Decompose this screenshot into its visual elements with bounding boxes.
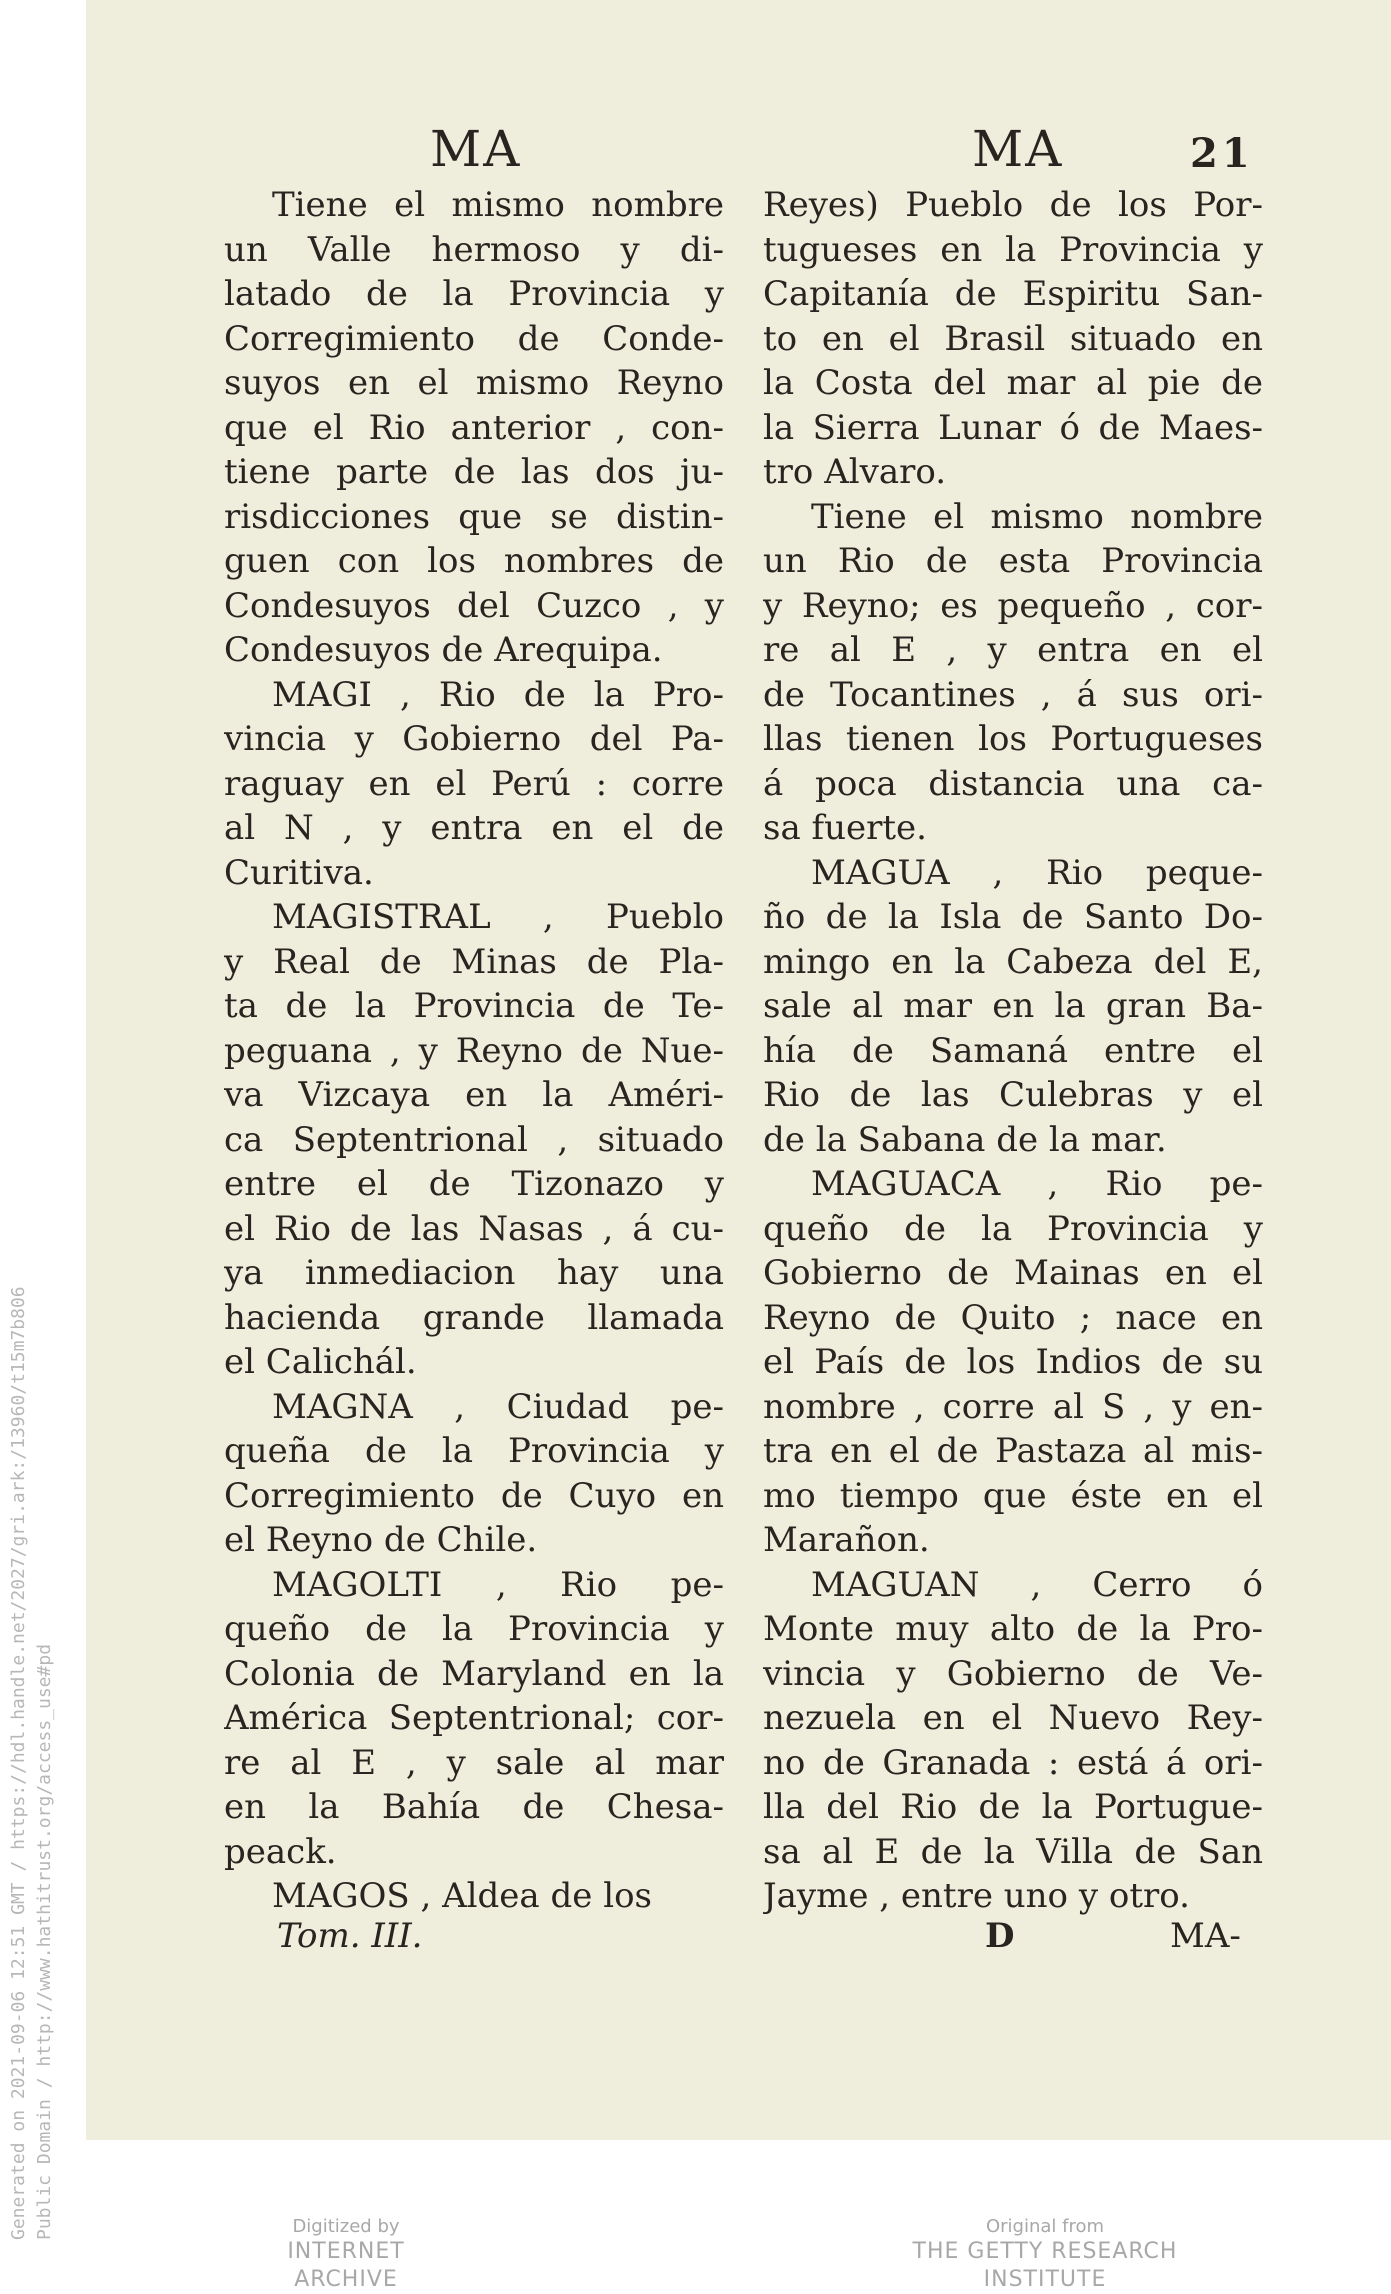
text-line: entre el de Tizonazo y bbox=[224, 1164, 724, 1204]
signature-mark: D bbox=[985, 1916, 1015, 1956]
text-line: re al E , y sale al mar bbox=[224, 1742, 724, 1783]
text-line: Reyno de Quito ; nace en bbox=[763, 1297, 1263, 1338]
text-line: Colonia de Maryland en la bbox=[224, 1653, 724, 1694]
text-line: llas tienen los Portugueses bbox=[763, 719, 1263, 759]
text-line: MAGISTRAL , Pueblo bbox=[272, 897, 724, 937]
text-line: sale al mar en la gran Ba- bbox=[763, 986, 1263, 1026]
text-line: lla del Rio de la Portugue- bbox=[763, 1787, 1263, 1827]
text-line: la Costa del mar al pie de bbox=[763, 363, 1263, 403]
text-line: raguay en el Perú : corre bbox=[224, 763, 724, 804]
text-line: Tiene el mismo nombre bbox=[811, 496, 1263, 537]
text-line: MAGUA , Rio peque- bbox=[811, 852, 1263, 893]
catchword: MA- bbox=[1170, 1916, 1241, 1956]
volume-mark: Tom. III. bbox=[277, 1916, 423, 1956]
left-text-column bbox=[224, 183, 724, 1919]
text-line: sa al E de la Villa de San bbox=[763, 1831, 1263, 1872]
text-line: Gobierno de Mainas en el bbox=[763, 1253, 1263, 1293]
text-line: Corregimiento de Cuyo en bbox=[224, 1475, 724, 1516]
text-line: Corregimiento de Conde- bbox=[224, 318, 724, 359]
text-line: hía de Samaná entre el bbox=[763, 1030, 1263, 1071]
text-line: en la Bahía de Chesa- bbox=[224, 1787, 724, 1827]
text-line: no de Granada : está á ori- bbox=[763, 1742, 1263, 1783]
text-line: Monte muy alto de la Pro- bbox=[763, 1609, 1263, 1649]
text-line: peguana , y Reyno de Nue- bbox=[224, 1030, 724, 1071]
text-line: ya inmediacion hay una bbox=[224, 1253, 724, 1293]
text-line: MAGNA , Ciudad pe- bbox=[272, 1386, 724, 1427]
text-line: Rio de las Culebras y el bbox=[763, 1075, 1263, 1115]
text-line: de Tocantines , á sus ori- bbox=[763, 674, 1263, 715]
text-line: el Reyno de Chile. bbox=[224, 1520, 538, 1560]
original-from bbox=[855, 2216, 1235, 2294]
text-line: Reyes) Pueblo de los Por- bbox=[763, 185, 1263, 225]
text-line: va Vizcaya en la Améri- bbox=[224, 1075, 724, 1115]
text-line: queño de la Provincia y bbox=[763, 1208, 1263, 1249]
text-line: y Real de Minas de Pla- bbox=[224, 941, 724, 982]
text-line: guen con los nombres de bbox=[224, 541, 724, 581]
text-line: de la Sabana de la mar. bbox=[763, 1119, 1167, 1160]
right-text-column bbox=[763, 183, 1263, 1919]
text-line: MAGI , Rio de la Pro- bbox=[272, 674, 724, 715]
original-name: THE GETTY RESEARCH INSTITUTE bbox=[912, 2239, 1178, 2292]
text-line: MAGUACA , Rio pe- bbox=[811, 1164, 1263, 1204]
text-line: queño de la Provincia y bbox=[224, 1609, 724, 1649]
rights-note: Public Domain / http://www.hathitrust.org/access_use#pd bbox=[34, 1643, 55, 2240]
text-line: MAGUAN , Cerro ó bbox=[811, 1564, 1263, 1605]
original-label: Original from bbox=[985, 2216, 1105, 2237]
text-line: la Sierra Lunar ó de Maes- bbox=[763, 407, 1263, 448]
text-line: Tiene el mismo nombre bbox=[272, 185, 724, 225]
text-line: MAGOS , Aldea de los bbox=[272, 1876, 652, 1916]
generated-note: Generated on 2021-09-06 12:51 GMT / https://hdl.handle.net/2027/gri.ark:/13960/t15m7b806 bbox=[8, 1286, 29, 2240]
text-line: nezuela en el Nuevo Rey- bbox=[763, 1698, 1263, 1738]
text-line: vincia y Gobierno de Ve- bbox=[763, 1653, 1263, 1694]
text-line: tugueses en la Provincia y bbox=[763, 229, 1263, 270]
text-line: y Reyno; es pequeño , cor- bbox=[763, 585, 1263, 626]
text-line: to en el Brasil situado en bbox=[763, 318, 1263, 359]
running-head-right: MA bbox=[972, 120, 1064, 178]
text-line: nombre , corre al S , y en- bbox=[763, 1386, 1263, 1427]
digitized-by bbox=[236, 2216, 456, 2294]
digitized-name: INTERNET ARCHIVE bbox=[287, 2239, 405, 2292]
text-line: Condesuyos de Arequipa. bbox=[224, 630, 663, 670]
text-line: tiene parte de las dos ju- bbox=[224, 452, 724, 492]
text-line: suyos en el mismo Reyno bbox=[224, 363, 724, 403]
text-line: Curitiva. bbox=[224, 852, 374, 893]
text-line: Capitanía de Espiritu San- bbox=[763, 274, 1263, 314]
digitized-label: Digitized by bbox=[292, 2216, 400, 2237]
text-line: Condesuyos del Cuzco , y bbox=[224, 585, 724, 626]
text-line: risdicciones que se distin- bbox=[224, 496, 724, 537]
text-line: el Rio de las Nasas , á cu- bbox=[224, 1208, 724, 1249]
text-line: ño de la Isla de Santo Do- bbox=[763, 897, 1263, 937]
text-line: á poca distancia una ca- bbox=[763, 763, 1263, 804]
text-line: vincia y Gobierno del Pa- bbox=[224, 719, 724, 759]
text-line: MAGOLTI , Rio pe- bbox=[272, 1564, 724, 1605]
text-line: ca Septentrional , situado bbox=[224, 1119, 724, 1160]
text-line: Jayme , entre uno y otro. bbox=[763, 1876, 1190, 1916]
running-head-left: MA bbox=[430, 120, 522, 178]
text-line: el País de los Indios de su bbox=[763, 1342, 1263, 1382]
text-line: tra en el de Pastaza al mis- bbox=[763, 1431, 1263, 1471]
text-line: América Septentrional; cor- bbox=[224, 1698, 724, 1738]
text-line: mingo en la Cabeza del E, bbox=[763, 941, 1263, 982]
page-number: 21 bbox=[1190, 130, 1254, 177]
text-line: latado de la Provincia y bbox=[224, 274, 724, 314]
text-line: que el Rio anterior , con- bbox=[224, 407, 724, 448]
text-line: mo tiempo que éste en el bbox=[763, 1475, 1263, 1516]
text-line: Marañon. bbox=[763, 1520, 930, 1560]
text-line: queña de la Provincia y bbox=[224, 1431, 724, 1471]
text-line: re al E , y entra en el bbox=[763, 630, 1263, 670]
text-line: tro Alvaro. bbox=[763, 452, 947, 492]
text-line: peack. bbox=[224, 1831, 337, 1872]
text-line: un Rio de esta Provincia bbox=[763, 541, 1263, 581]
text-line: al N , y entra en el de bbox=[224, 808, 724, 848]
text-line: hacienda grande llamada bbox=[224, 1297, 724, 1338]
text-line: ta de la Provincia de Te- bbox=[224, 986, 724, 1026]
text-line: un Valle hermoso y di- bbox=[224, 229, 724, 270]
text-line: el Calichál. bbox=[224, 1342, 417, 1382]
text-line: sa fuerte. bbox=[763, 808, 927, 848]
access-watermark bbox=[6, 1140, 58, 2240]
